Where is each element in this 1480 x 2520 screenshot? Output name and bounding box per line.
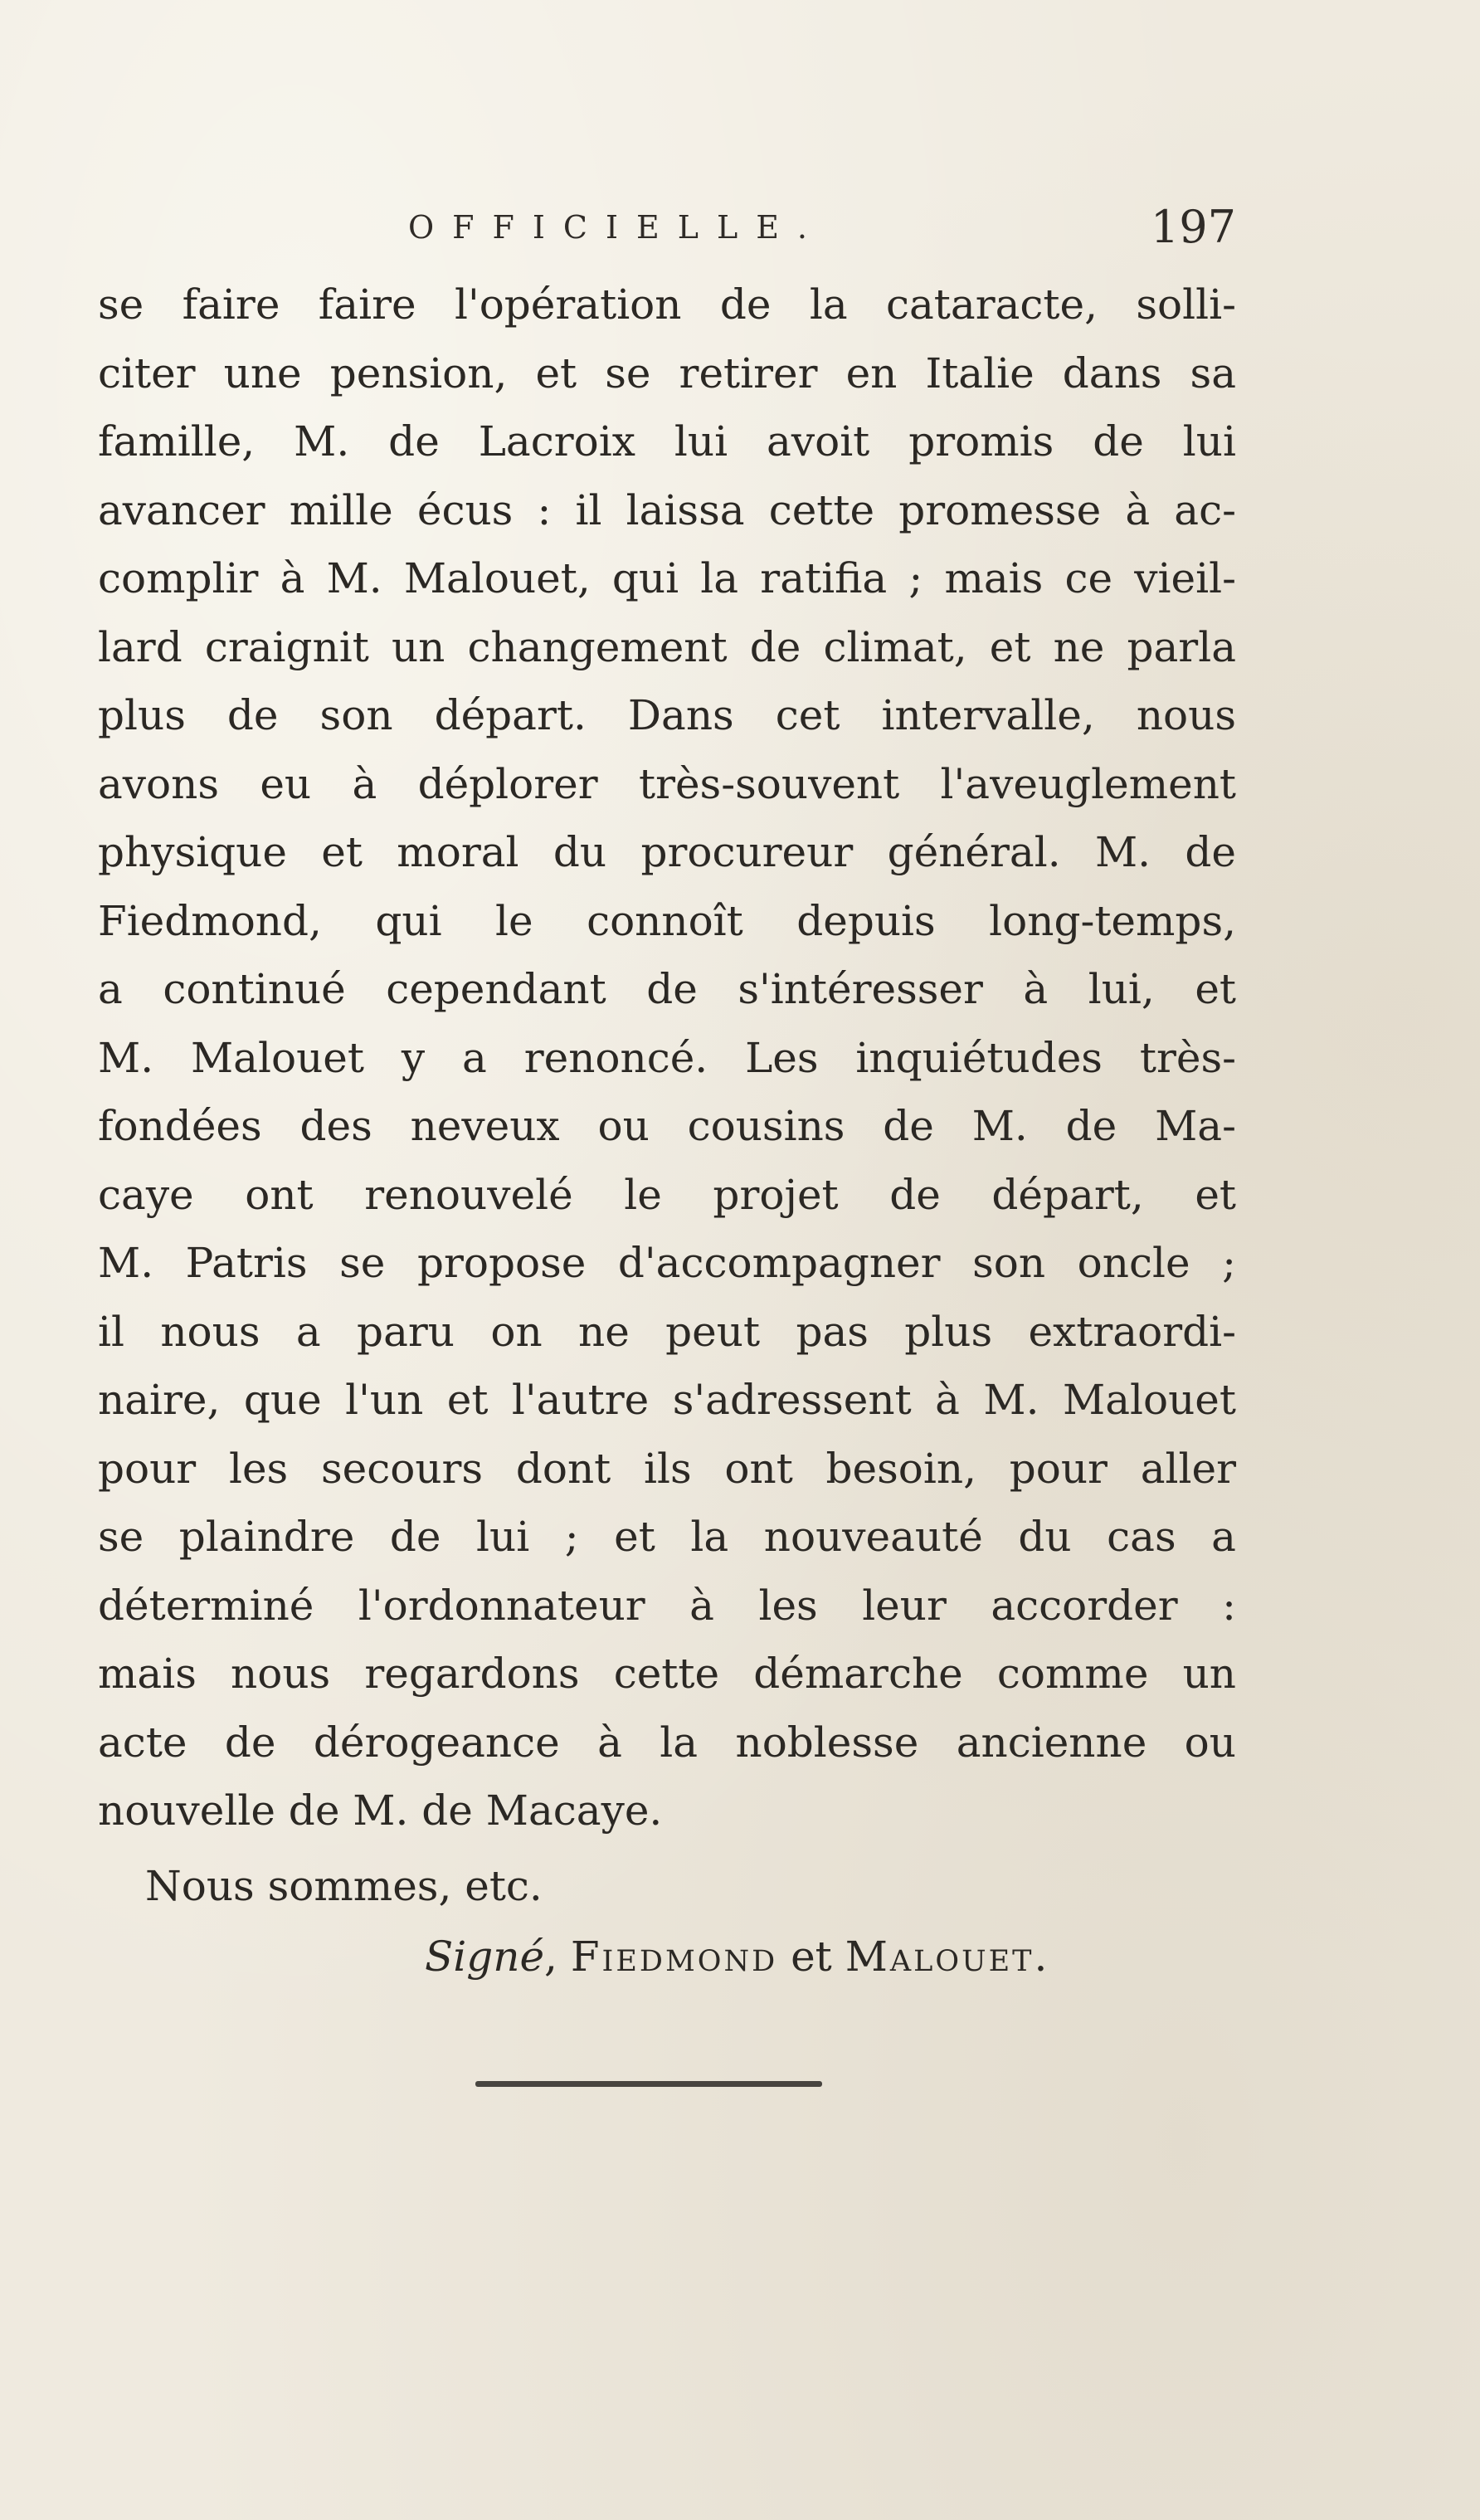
signatory-fiedmond: Fiedmond [570, 1933, 778, 1981]
signature-conjunction: et [777, 1933, 845, 1981]
text-line: mais nous regardons cette démarche comme un [98, 1650, 1236, 1698]
end-rule [475, 2081, 822, 2087]
text-line: plus de son départ. Dans cet intervalle, nous [98, 691, 1236, 739]
text-line: se faire faire l'opération de la cataracte, solli- [98, 280, 1236, 329]
text-line: acte de dérogeance à la noblesse ancienne ou [98, 1718, 1236, 1767]
text-line: avons eu à déplorer très-souvent l'aveuglement [98, 759, 1236, 808]
text-line: caye ont renouvelé le projet de départ, et [98, 1170, 1236, 1219]
signatory-malouet: Malouet. [845, 1933, 1050, 1981]
text-line: fondées des neveux ou cousins de M. de Ma- [98, 1102, 1236, 1150]
text-line: pour les secours dont ils ont besoin, pour aller [98, 1444, 1236, 1493]
text-line: se plaindre de lui ; et la nouveauté du cas a [98, 1513, 1236, 1561]
text-line: Fiedmond, qui le connoît depuis long-temps, [98, 896, 1236, 945]
running-title: OFFICIELLE. [408, 209, 826, 246]
body-text [98, 271, 1236, 1845]
text-line: citer une pension, et se retirer en Italie dans sa [98, 349, 1236, 397]
page-number: 197 [1150, 201, 1236, 253]
text-line: déterminé l'ordonnateur à les leur accorder : [98, 1581, 1236, 1630]
signe-label: Signé [425, 1933, 545, 1981]
signature-line [425, 1923, 1049, 1991]
text-line: M. Malouet y a renoncé. Les inquiétudes très- [98, 1033, 1236, 1082]
text-line: M. Patris se propose d'accompagner son oncle ; [98, 1239, 1236, 1287]
signature-comma: , [544, 1933, 571, 1981]
text-line: complir à M. Malouet, qui la ratifia ; mais ce vieil- [98, 554, 1236, 602]
text-line: physique et moral du procureur général. M. de [98, 828, 1236, 876]
text-line-last: nouvelle de M. de Macaye. [98, 1786, 663, 1835]
text-line: a continué cependant de s'intéresser à lui, et [98, 965, 1236, 1013]
text-line: il nous a paru on ne peut pas plus extraordi- [98, 1307, 1236, 1356]
text-line: lard craignit un changement de climat, et ne parla [98, 622, 1236, 671]
text-line: naire, que l'un et l'autre s'adressent à M. Malouet [98, 1376, 1236, 1424]
text-line: famille, M. de Lacroix lui avoit promis de lui [98, 417, 1236, 465]
closing-formula: Nous sommes, etc. [145, 1862, 543, 1910]
running-head [98, 201, 1236, 259]
text-line: avancer mille écus : il laissa cette promesse à ac- [98, 485, 1236, 534]
